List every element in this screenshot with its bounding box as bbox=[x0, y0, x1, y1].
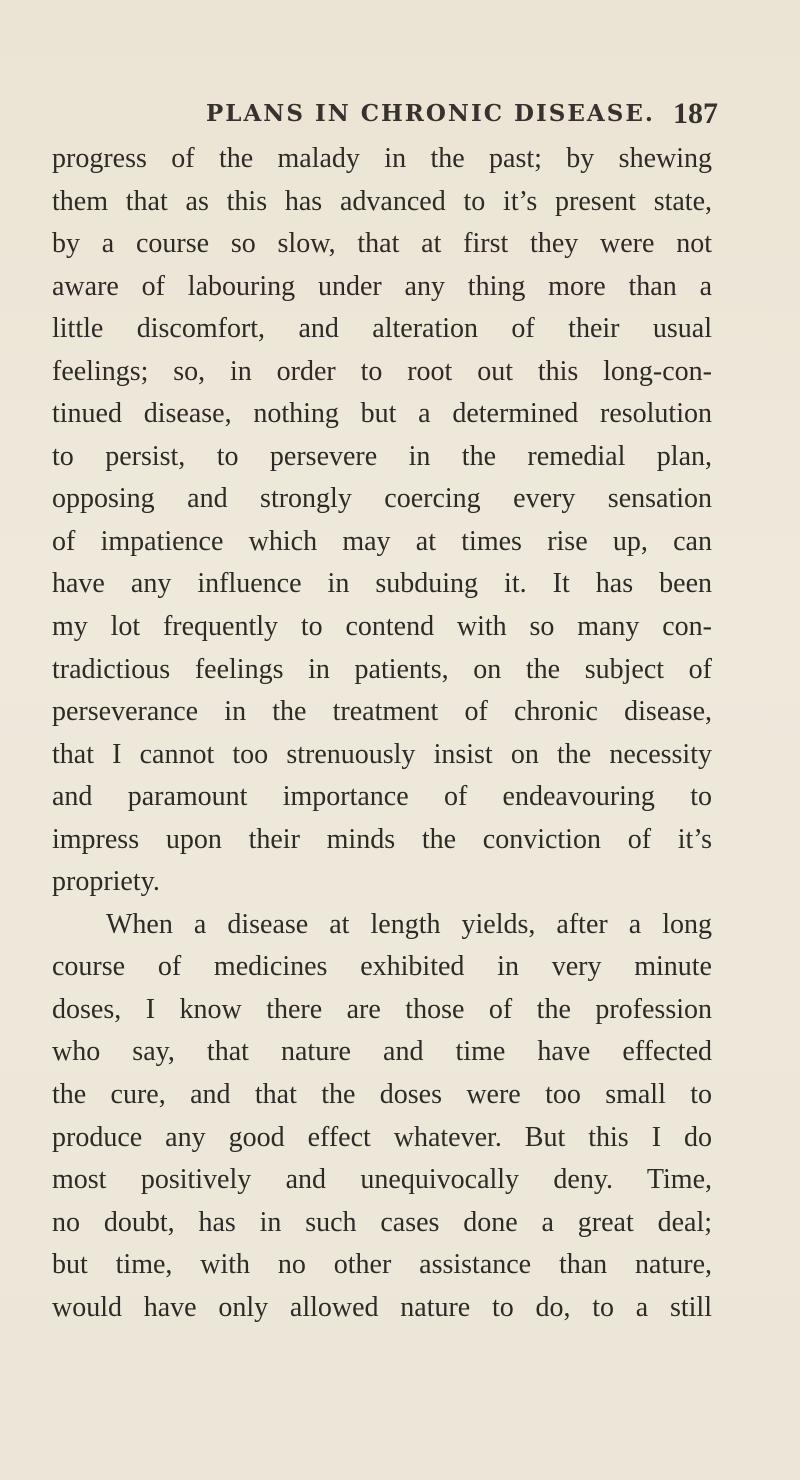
text-line: to persist, to persevere in the remedial plan, bbox=[52, 440, 712, 472]
text-line: and paramount importance of endeavouring to bbox=[52, 781, 712, 813]
text-line: who say, that nature and time have effected bbox=[52, 1036, 712, 1068]
text-line: produce any good effect whatever. But this I do bbox=[52, 1121, 712, 1153]
running-title: PLANS IN CHRONIC DISEASE. bbox=[206, 100, 655, 127]
paragraph-2 bbox=[52, 904, 712, 1329]
text-line: them that as this has advanced to it’s present state, bbox=[52, 185, 712, 217]
text-line: feelings; so, in order to root out this long-con- bbox=[52, 355, 712, 387]
body-text bbox=[52, 138, 712, 1329]
text-line: but time, with no other assistance than nature, bbox=[52, 1249, 712, 1281]
paragraph-1 bbox=[52, 138, 712, 904]
text-line: would have only allowed nature to do, to a still bbox=[52, 1291, 712, 1323]
text-line: have any influence in subduing it. It has been bbox=[52, 568, 712, 600]
text-line: When a disease at length yields, after a long bbox=[106, 908, 712, 940]
text-line: the cure, and that the doses were too small to bbox=[52, 1079, 712, 1111]
text-line: little discomfort, and alteration of their usual bbox=[52, 313, 712, 345]
text-line: opposing and strongly coercing every sensation bbox=[52, 483, 712, 515]
text-line: that I cannot too strenuously insist on the necessity bbox=[52, 738, 712, 770]
text-line: my lot frequently to contend with so many con- bbox=[52, 611, 712, 643]
text-line: most positively and unequivocally deny. Time, bbox=[52, 1164, 712, 1196]
text-line: impress upon their minds the conviction of it’s bbox=[52, 823, 712, 855]
running-head bbox=[0, 97, 800, 140]
page-number: 187 bbox=[673, 97, 718, 130]
text-line: tradictious feelings in patients, on the subject of bbox=[52, 653, 712, 685]
text-line: progress of the malady in the past; by shewing bbox=[52, 143, 712, 174]
text-line: propriety. bbox=[52, 866, 160, 898]
text-line: tinued disease, nothing but a determined resolution bbox=[52, 398, 712, 430]
text-line: perseverance in the treatment of chronic disease, bbox=[52, 696, 712, 728]
text-line: course of medicines exhibited in very minute bbox=[52, 951, 712, 983]
text-line: doses, I know there are those of the profession bbox=[52, 993, 712, 1025]
text-line: by a course so slow, that at first they were not bbox=[52, 228, 712, 260]
text-line: of impatience which may at times rise up, can bbox=[52, 525, 712, 557]
text-line: aware of labouring under any thing more than a bbox=[52, 270, 712, 302]
text-line: no doubt, has in such cases done a great deal; bbox=[52, 1206, 712, 1238]
